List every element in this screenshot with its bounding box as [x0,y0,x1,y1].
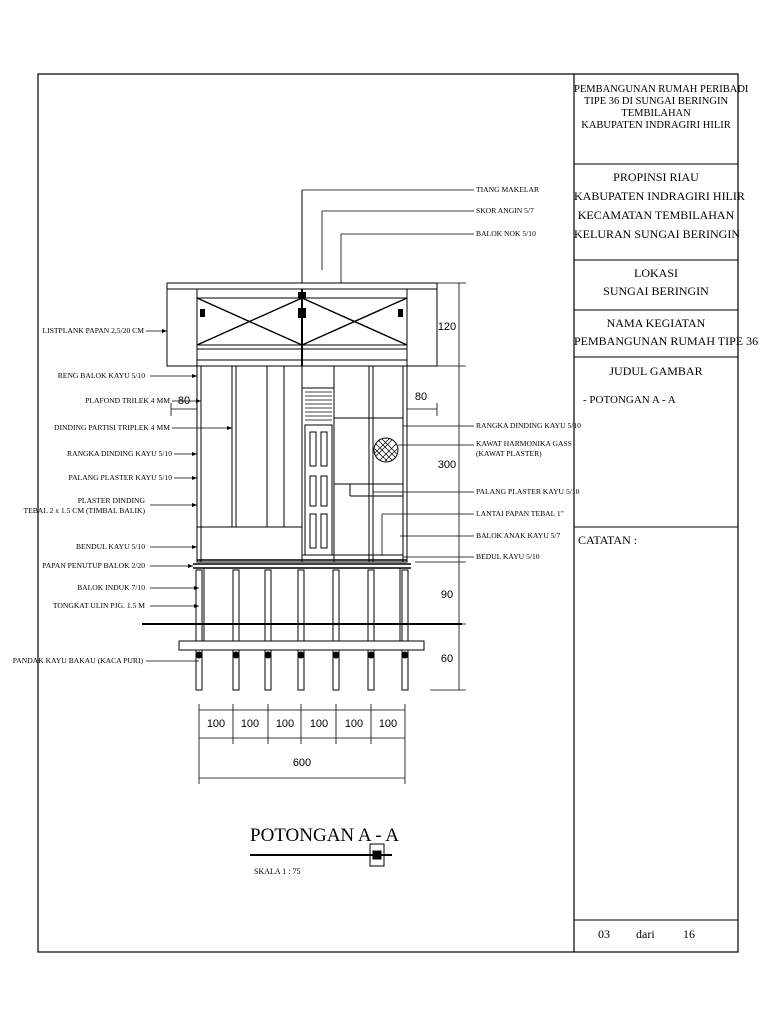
drawing-title-label: JUDUL GAMBAR [609,364,703,378]
door [305,425,332,555]
label-pandak-kayu: PANDAK KAYU BAKAU (KACA PURI) [12,656,143,665]
notes-label: CATATAN : [578,533,638,547]
dim-wall-height: 300 [437,459,457,471]
drawing-title: POTONGAN A - A [250,825,400,846]
label-plaster-tebal: TEBAL 2 x 1.5 CM (TIMBAL BALIK) [23,506,145,515]
wall-structure [197,366,407,562]
label-tongkat-ulin: TONGKAT ULIN PJG. 1.5 M [52,601,145,610]
dim-roof-height: 120 [437,321,457,333]
project-line: PEMBANGUNAN RUMAH PERIBADI [574,84,749,95]
label-skor-angin: SKOR ANGIN 5/7 [476,206,534,215]
dim-pile-depth: 60 [440,653,454,665]
label-dinding-partisi: DINDING PARTISI TRIPLEK 4 MM [54,423,170,432]
sheet-total: 16 [683,927,695,941]
dim-total: 600 [292,757,312,769]
region-line: PROPINSI RIAU [613,170,699,184]
region-line: KABUPATEN INDRAGIRI HILIR [574,189,745,203]
project-name [574,84,749,132]
section-marker-icon [370,844,392,866]
dimension-lines [171,283,466,784]
dim-span: 100 [344,718,364,730]
location-value: SUNGAI BERINGIN [603,284,709,298]
label-plafond: PLAFOND TRILEK 4 MM [85,396,170,405]
label-tiang-makelar: TIANG MAKELAR [476,185,540,194]
label-bedul: BEDUL KAYU 5/10 [476,552,540,561]
dim-span: 100 [275,718,295,730]
floor-structure [142,564,462,650]
label-papan-penutup: PAPAN PENUTUP BALOK 2/20 [42,561,145,570]
activity-value: PEMBANGUNAN RUMAH TIPE 36 [574,334,759,348]
location-label: LOKASI [634,266,678,280]
region-info [574,168,745,244]
label-listplank: LISTPLANK PAPAN 2,5/20 CM [42,326,144,335]
label-reng-balok: RENG BALOK KAYU 5/10 [57,371,145,380]
dim-eave-left: 80 [177,395,191,407]
roof-structure [167,190,437,366]
dim-floor-height: 90 [440,589,454,601]
sheet-number: 03 [598,927,610,941]
dim-span: 100 [309,718,329,730]
drawing-scale: SKALA 1 : 75 [254,867,301,876]
drawing-title-value: - POTONGAN A - A [583,394,676,406]
project-line: TIPE 36 DI SUNGAI BERINGIN [583,96,729,107]
dim-span: 100 [206,718,226,730]
project-line: KABUPATEN INDRAGIRI HILIR [581,120,731,131]
right-labels [476,185,581,561]
label-plaster-dinding: PLASTER DINDING [77,496,145,505]
label-rangka-dinding: RANGKA DINDING KAYU 5/10 [67,449,172,458]
leader-lines-right [302,190,474,557]
leader-lines-left [146,331,232,661]
label-palang-plaster-right: PALANG PLASTER KAYU 5/10 [476,487,580,496]
label-lantai-papan: LANTAI PAPAN TEBAL 1" [476,509,564,518]
label-rangka-dinding-right: RANGKA DINDING KAYU 5/10 [476,421,581,430]
activity-label: NAMA KEGIATAN [606,316,706,330]
wire-mesh-symbol [374,438,398,462]
location-info [574,264,738,300]
label-balok-anak: BALOK ANAK KAYU 5/7 [476,531,561,540]
region-line: KECAMATAN TEMBILAHAN [577,208,735,222]
pile-clamps [196,652,409,659]
label-palang-plaster: PALANG PLASTER KAYU 5/10 [68,473,172,482]
dim-span: 100 [240,718,260,730]
piles [196,570,408,690]
activity-info [574,314,759,350]
label-kawat-harmonika: KAWAT HARMONIKA GASS [476,439,572,448]
label-balok-nok: BALOK NOK 5/10 [476,229,536,238]
dim-eave-right: 80 [414,391,428,403]
label-balok-induk: BALOK INDUK 7/10 [77,583,145,592]
region-line: KELURAN SUNGAI BERINGIN [574,227,740,241]
project-line: TEMBILAHAN [621,108,691,119]
label-bendul: BENDUL KAYU 5/10 [75,542,145,551]
dim-span: 100 [378,718,398,730]
door-louvre [305,392,332,420]
sheet-of-label: dari [636,927,655,941]
left-labels [13,326,172,665]
label-kawat-plaster: (KAWAT PLASTER) [476,449,542,458]
